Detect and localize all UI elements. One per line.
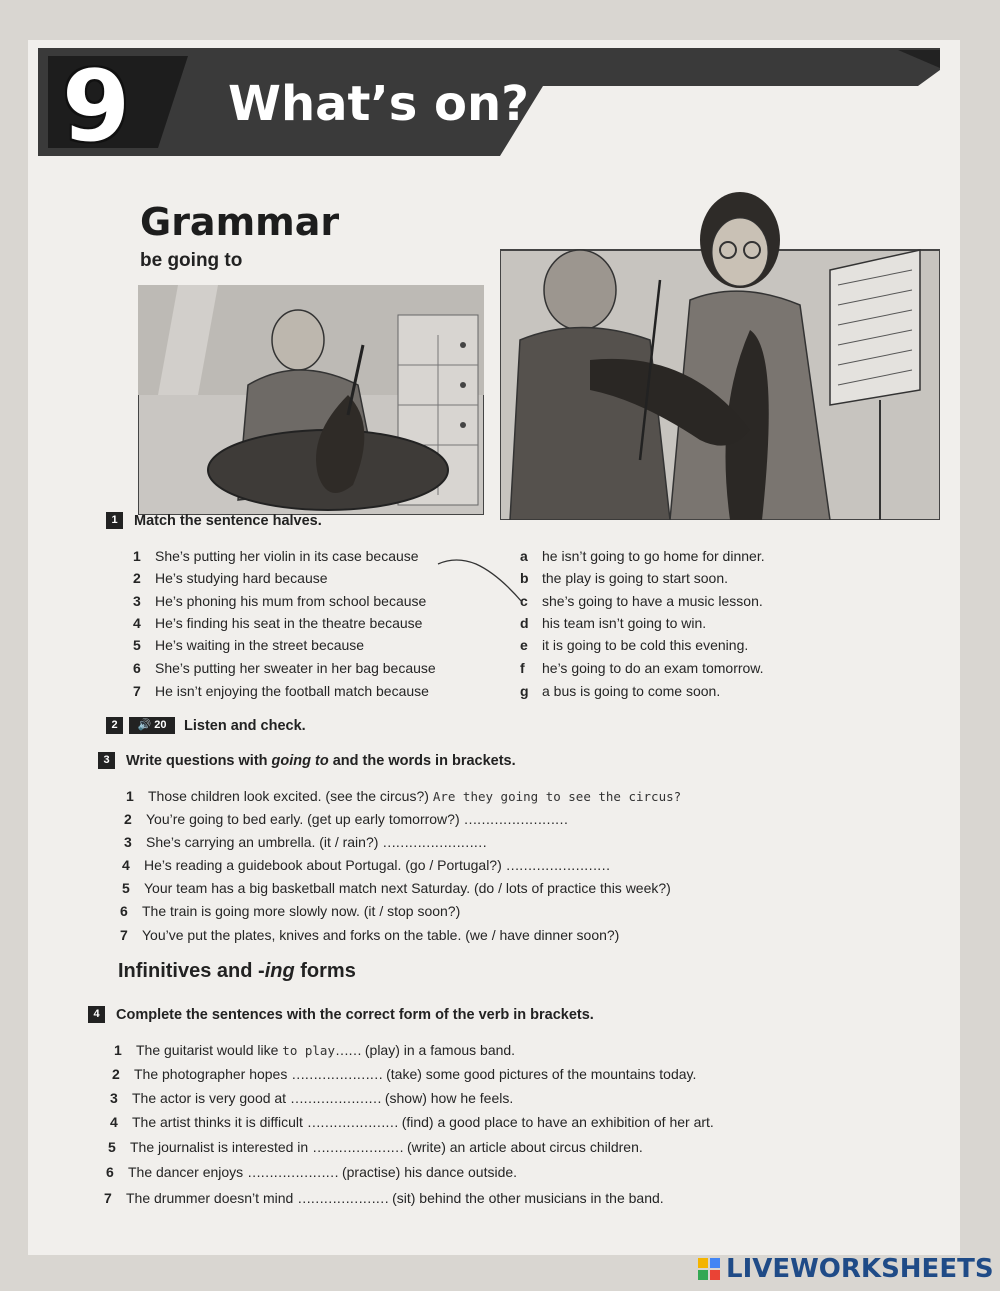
answer-3[interactable]: …………………… bbox=[382, 834, 487, 850]
gapfill-4: 4 The artist thinks it is difficult ………………… (find) a good place to have an exhibition of her art. bbox=[110, 1114, 714, 1130]
exercise-4-instruction: Complete the sentences with the correct form of the verb in brackets. bbox=[116, 1007, 594, 1023]
exercise-3-instruction: Write questions with going to and the words in brackets. bbox=[126, 753, 516, 769]
gapfill-blank-6[interactable]: ………………… bbox=[247, 1164, 339, 1180]
gapfill-1: 1 The guitarist would like to play…… (play) in a famous band. bbox=[114, 1042, 516, 1058]
question-2: 2 You’re going to bed early. (get up early tomorrow?) …………………… bbox=[124, 811, 568, 827]
girl-violin-case-illustration bbox=[138, 285, 484, 515]
match-right-f: f he’s going to do an exam tomorrow. bbox=[520, 660, 764, 676]
unit-title: What’s on? bbox=[228, 76, 529, 132]
gapfill-blank-4[interactable]: ………………… bbox=[306, 1114, 398, 1130]
match-left-6: 6 She’s putting her sweater in her bag because bbox=[133, 660, 436, 676]
question-7: 7 You’ve put the plates, knives and forks on the table. (we / have dinner soon?) bbox=[120, 927, 620, 943]
gapfill-answer-1[interactable]: to play bbox=[282, 1043, 335, 1058]
gapfill-blank-5[interactable]: ………………… bbox=[312, 1139, 404, 1155]
question-1: 1 Those children look excited. (see the circus?) Are they going to see the circus? bbox=[126, 788, 682, 804]
match-right-c: c she’s going to have a music lesson. bbox=[520, 593, 763, 609]
audio-track-badge[interactable] bbox=[129, 717, 175, 734]
question-5: 5 Your team has a big basketball match next Saturday. (do / lots of practice this week?) bbox=[122, 880, 671, 896]
match-right-g: g a bus is going to come soon. bbox=[520, 683, 721, 699]
question-6: 6 The train is going more slowly now. (it / stop soon?) bbox=[120, 903, 461, 919]
exercise-2-number: 2 bbox=[106, 717, 123, 734]
match-left-5: 5 He’s waiting in the street because bbox=[133, 637, 365, 653]
question-4: 4 He’s reading a guidebook about Portugal. (go / Portugal?) …………………… bbox=[122, 857, 610, 873]
gapfill-2: 2 The photographer hopes ………………… (take) some good pictures of the mountains today. bbox=[112, 1066, 697, 1082]
violin-lesson-illustration bbox=[500, 190, 940, 520]
match-left-4: 4 He’s finding his seat in the theatre because bbox=[133, 615, 423, 631]
match-right-d: d his team isn’t going to win. bbox=[520, 615, 707, 631]
subsection-title: Infinitives and -ing forms bbox=[118, 960, 356, 982]
answer-4[interactable]: …………………… bbox=[505, 857, 610, 873]
gapfill-blank-7[interactable]: ………………… bbox=[297, 1190, 389, 1206]
answer-2[interactable]: …………………… bbox=[463, 811, 568, 827]
match-right-e: e it is going to be cold this evening. bbox=[520, 637, 749, 653]
exercise-2-instruction: Listen and check. bbox=[184, 718, 306, 734]
exercise-4-number: 4 bbox=[88, 1006, 105, 1023]
match-connector-line bbox=[436, 556, 526, 608]
gapfill-5: 5 The journalist is interested in ………………… (write) an article about circus children. bbox=[108, 1139, 643, 1155]
exercise-1-number: 1 bbox=[106, 512, 123, 529]
logo-text: LIVEWORKSHEETS bbox=[726, 1254, 994, 1284]
match-left-7: 7 He isn’t enjoying the football match because bbox=[133, 683, 429, 699]
match-left-1: 1 She’s putting her violin in its case because bbox=[133, 548, 419, 564]
match-right-a: a he isn’t going to go home for dinner. bbox=[520, 548, 765, 564]
match-right-b: b the play is going to start soon. bbox=[520, 570, 728, 586]
gapfill-7: 7 The drummer doesn’t mind ………………… (sit) behind the other musicians in the band. bbox=[104, 1190, 664, 1206]
gapfill-blank-2[interactable]: ………………… bbox=[291, 1066, 383, 1082]
gapfill-3: 3 The actor is very good at ………………… (show) how he feels. bbox=[110, 1090, 514, 1106]
match-left-3: 3 He’s phoning his mum from school because bbox=[133, 593, 427, 609]
gapfill-blank-3[interactable]: ………………… bbox=[289, 1090, 381, 1106]
match-left-2: 2 He’s studying hard because bbox=[133, 570, 328, 586]
exercise-1-instruction: Match the sentence halves. bbox=[134, 513, 322, 529]
speaker-icon: 🔊 bbox=[137, 719, 152, 731]
question-3: 3 She’s carrying an umbrella. (it / rain?) …………………… bbox=[124, 834, 487, 850]
unit-number: 9 bbox=[62, 50, 131, 164]
section-title: Grammar bbox=[140, 200, 340, 244]
answer-1[interactable]: Are they going to see the circus? bbox=[432, 789, 682, 804]
exercise-3-number: 3 bbox=[98, 752, 115, 769]
liveworksheets-logo bbox=[698, 1254, 994, 1284]
audio-track-number: 20 bbox=[154, 719, 167, 731]
section-subtitle: be going to bbox=[140, 250, 243, 271]
liveworksheets-logo-icon bbox=[698, 1258, 720, 1280]
gapfill-6: 6 The dancer enjoys ………………… (practise) his dance outside. bbox=[106, 1164, 518, 1180]
